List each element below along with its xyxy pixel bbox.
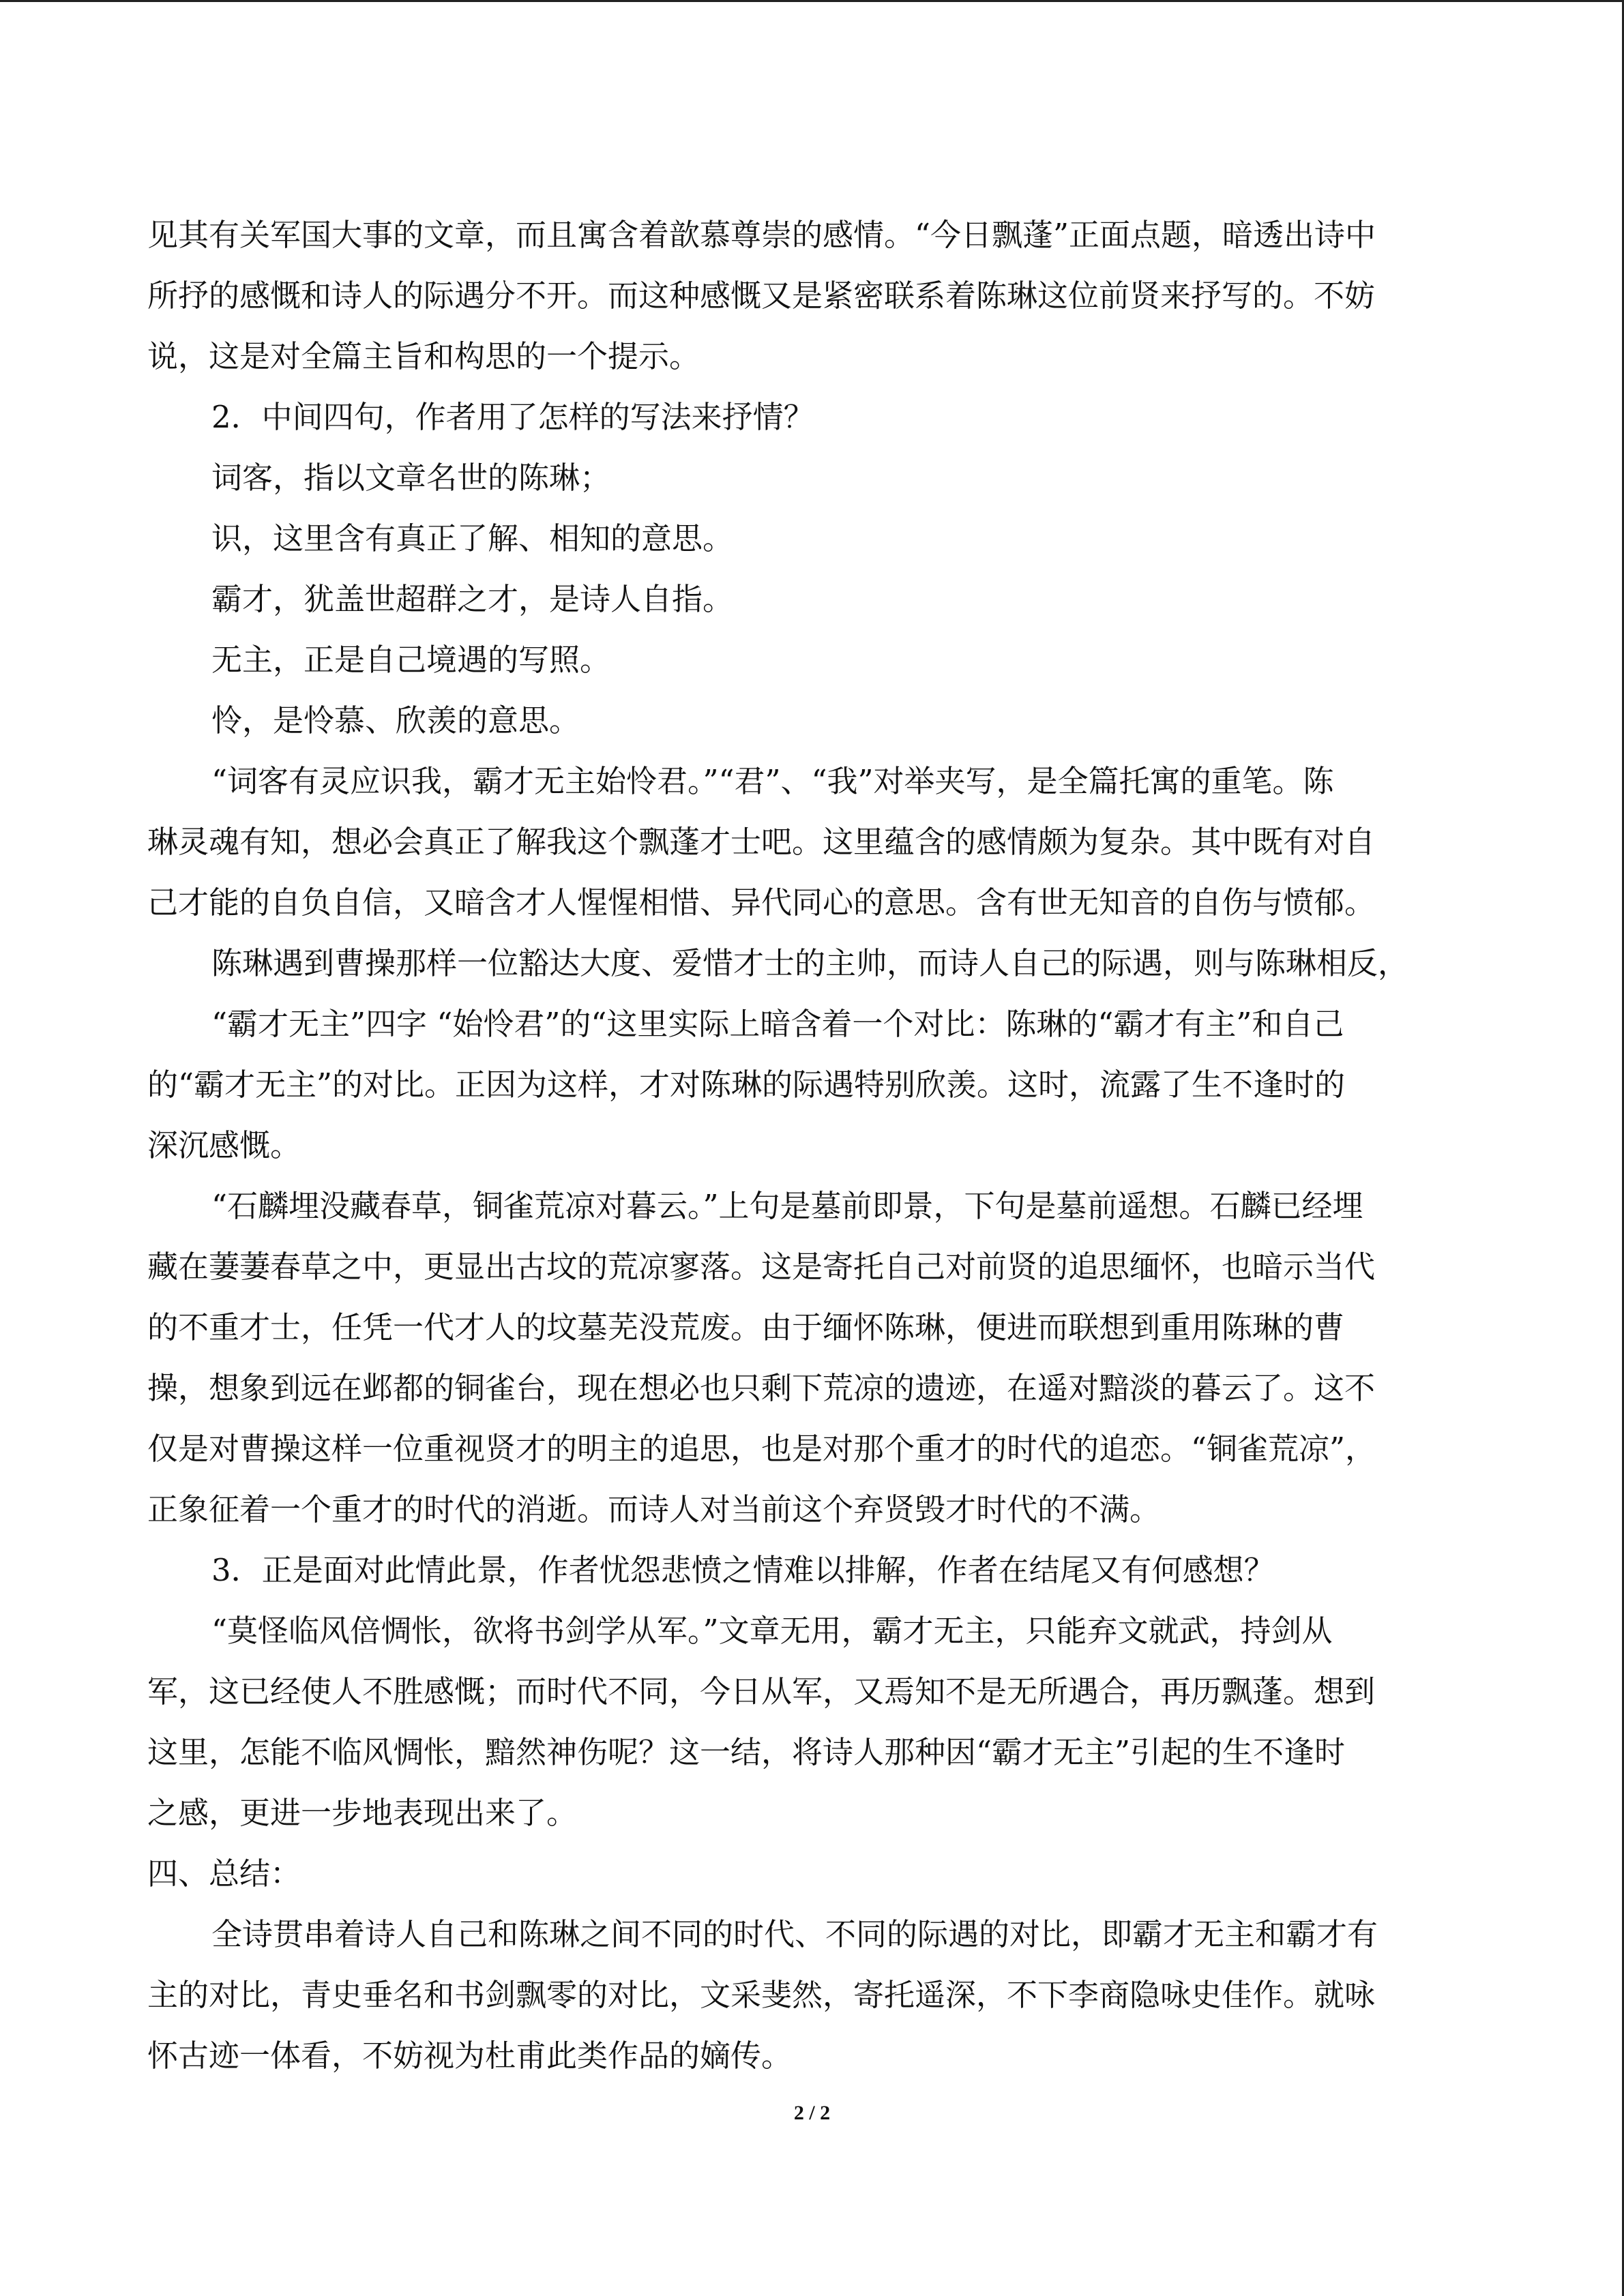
section-heading: 四、总结： [147,1855,301,1892]
text-line: 仅是对曹操这样一位重视贤才的明主的追思，也是对那个重才的时代的追恋。“铜雀荒凉”， [147,1431,1376,1467]
text-line: “莫怪临风倍惆怅，欲将书剑学从军。”文章无用，霸才无主，只能弃文就武，持剑从 [211,1613,1333,1649]
page-border-top [0,0,1624,2]
text-line: 这里，怎能不临风惆怅，黯然神伤呢？这一结，将诗人那种因“霸才无主”引起的生不逢时 [147,1734,1346,1770]
text-line: 无主，正是自己境遇的写照。 [211,642,611,678]
text-line: 所抒的感慨和诗人的际遇分不开。而这种感慨又是紧密联系着陈琳这位前贤来抒写的。不妨 [147,278,1376,314]
text-line: 正象征着一个重才的时代的消逝。而诗人对当前这个弃贤毁才时代的不满。 [147,1491,1161,1527]
page-number: 2 / 2 [793,2102,831,2124]
text-line: 的不重才士，任凭一代才人的坟墓芜没荒废。由于缅怀陈琳，便进而联想到重用陈琳的曹 [147,1309,1345,1345]
text-line: 全诗贯串着诗人自己和陈琳之间不同的时代、不同的际遇的对比，即霸才无主和霸才有 [211,1916,1378,1952]
text-line: 主的对比，青史垂名和书剑飘零的对比，文采斐然，寄托遥深，不下李商隐咏史佳作。就咏 [147,1977,1376,2013]
text-line: 操，想象到远在邺都的铜雀台，现在想必也只剩下荒凉的遗迹，在遥对黯淡的暮云了。这不 [147,1370,1376,1406]
text-line: “词客有灵应识我，霸才无主始怜君。”“君”、“我”对举夹写，是全篇托寓的重笔。陈 [211,763,1334,799]
document-body [147,205,1477,2086]
text-line: 军，这已经使人不胜感慨；而时代不同，今日从军，又焉知不是无所遇合，再历飘蓬。想到 [147,1673,1376,1710]
text-line: 陈琳遇到曹操那样一位豁达大度、爱惜才士的主帅，而诗人自己的际遇，则与陈琳相反， [211,945,1409,981]
text-line: 说，这是对全篇主旨和构思的一个提示。 [147,338,700,374]
text-line: 己才能的自负自信，又暗含才人惺惺相惜、异代同心的意思。含有世无知音的自伤与愤郁。 [147,884,1376,921]
text-line: 霸才，犹盖世超群之才，是诗人自指。 [211,581,734,617]
text-line: 词客，指以文章名世的陈琳； [211,460,611,496]
question-heading: 2．中间四句，作者用了怎样的写法来抒情？ [211,399,814,435]
text-line: “霸才无主”四字 “始怜君”的“这里实际上暗含着一个对比：陈琳的“霸才有主”和自己 [211,1006,1344,1042]
text-line: 藏在萋萋春草之中，更显出古坟的荒凉寥落。这是寄托自己对前贤的追思缅怀，也暗示当代 [147,1249,1376,1285]
text-line: 怀古迹一体看，不妨视为杜甫此类作品的嫡传。 [147,2038,793,2074]
text-line: 琳灵魂有知，想必会真正了解我这个飘蓬才士吧。这里蕴含的感情颇为复杂。其中既有对自 [147,824,1376,860]
text-line: 怜，是怜慕、欣羡的意思。 [211,702,580,739]
text-line: 的“霸才无主”的对比。正因为这样，才对陈琳的际遇特别欣羡。这时，流露了生不逢时的 [147,1067,1346,1103]
question-heading: 3．正是面对此情此景，作者忧怨悲愤之情难以排解，作者在结尾又有何感想？ [211,1552,1275,1588]
text-line: 之感，更进一步地表现出来了。 [147,1795,578,1831]
text-line: 深沉感慨。 [147,1127,301,1163]
text-line: 见其有关军国大事的文章，而且寓含着歆慕尊崇的感情。“今日飘蓬”正面点题，暗透出诗中 [147,217,1376,253]
text-line: 识，这里含有真正了解、相知的意思。 [211,520,734,556]
text-line: “石麟埋没藏春草，铜雀荒凉对暮云。”上句是墓前即景，下句是墓前遥想。石麟已经埋 [211,1188,1363,1224]
